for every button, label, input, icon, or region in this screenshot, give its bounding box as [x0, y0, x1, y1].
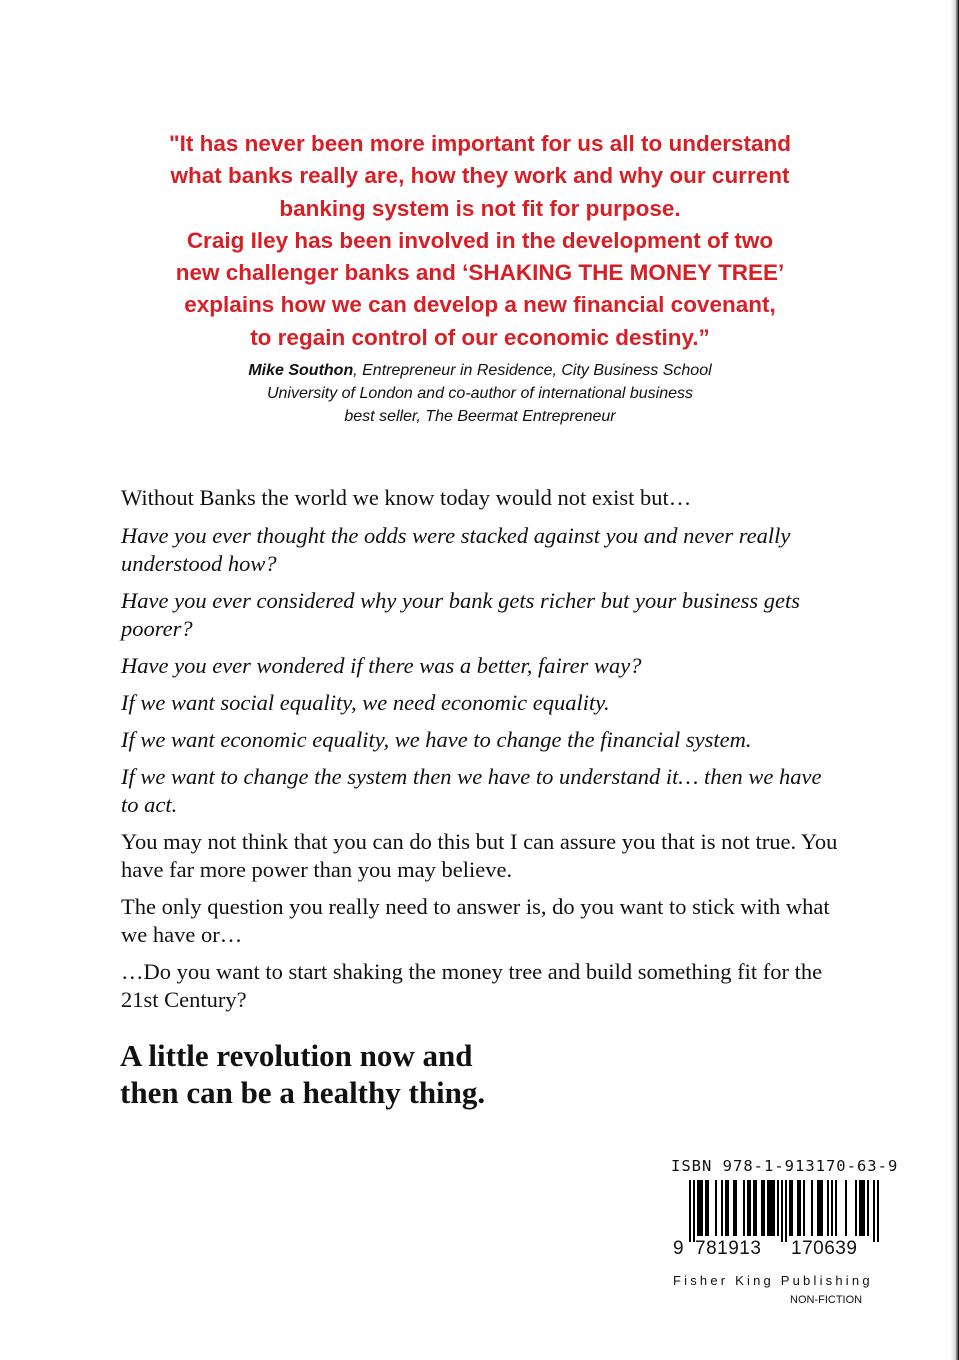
tagline	[120, 1037, 640, 1111]
barcode-bar	[721, 1180, 723, 1236]
quote-line: banking system is not fit for purpose.	[279, 195, 681, 221]
blurb-statement: If we want to change the system then we have to understand it… then we have to act.	[121, 764, 822, 817]
barcode-bar	[693, 1180, 695, 1242]
barcode-bar	[769, 1180, 771, 1236]
barcode-bar	[799, 1180, 801, 1236]
barcode-bar	[733, 1180, 735, 1236]
barcode-bar	[763, 1180, 765, 1236]
blurb-question: Have you ever wondered if there was a better, fairer way?	[121, 653, 642, 678]
tagline-line: then can be a healthy thing.	[120, 1075, 486, 1110]
barcode-bar	[753, 1180, 755, 1236]
barcode-bar	[803, 1180, 805, 1236]
barcode-bar	[791, 1180, 793, 1236]
barcode-bar	[797, 1180, 799, 1236]
barcode-digits-right: 170639	[791, 1238, 858, 1259]
barcode-bar	[781, 1180, 783, 1242]
barcode-bar	[767, 1180, 769, 1236]
barcode-bar	[817, 1180, 819, 1236]
barcode-bar	[707, 1180, 709, 1236]
blurb	[121, 484, 841, 1023]
isbn-label: ISBN 978-1-913170-63-9	[671, 1157, 899, 1175]
barcode-bar	[873, 1180, 875, 1242]
barcode-digit-first: 9	[673, 1238, 685, 1259]
barcode-bar	[785, 1180, 787, 1242]
tagline-line: A little revolution now and	[120, 1038, 473, 1073]
barcode-bar	[715, 1180, 717, 1236]
barcode-bar	[771, 1180, 773, 1236]
category-label: NON-FICTION	[790, 1294, 863, 1306]
barcode-bar	[747, 1180, 749, 1236]
endorser-name: Mike Southon	[248, 362, 354, 379]
quote-line: new challenger banks and ‘SHAKING THE MONEY TREE’	[175, 260, 785, 286]
quote-attribution	[150, 359, 810, 428]
blurb-question: Have you ever considered why your bank gets richer but your business gets poorer?	[121, 588, 801, 641]
barcode-bar	[845, 1180, 847, 1236]
barcode-bar	[859, 1180, 861, 1236]
page-edge-shadow	[951, 0, 959, 1360]
quote-line: what banks really are, how they work and why our current	[170, 163, 790, 189]
blurb-paragraph: The only question you really need to answer is, do you want to stick with what we have or…	[121, 894, 830, 947]
barcode-bar	[701, 1180, 703, 1236]
quote-line: Craig Iley has been involved in the development of two	[186, 227, 774, 253]
endorser-credentials: University of London and co-author of international business	[266, 385, 694, 402]
barcode-digits-left: 781913	[695, 1238, 762, 1259]
barcode-icon	[671, 1180, 893, 1242]
barcode-bar	[697, 1180, 699, 1236]
barcode-bar	[863, 1180, 865, 1236]
barcode-bar	[821, 1180, 823, 1236]
endorser-book: best seller, The Beermat Entrepreneur	[344, 408, 616, 425]
barcode-bar	[755, 1180, 757, 1236]
blurb-statement: If we want economic equality, we have to change the financial system.	[121, 727, 752, 752]
blurb-statement: If we want social equality, we need economic equality.	[121, 690, 610, 715]
barcode-bar	[789, 1180, 791, 1236]
barcode-bar	[811, 1180, 813, 1236]
barcode-bar	[699, 1180, 701, 1236]
quote-line: "It has never been more important for us all to understand	[168, 131, 792, 156]
barcode-bar	[761, 1180, 763, 1236]
blurb-paragraph: You may not think that you can do this but I can assure you that is not true. You have far more power than you may believe.	[121, 829, 838, 882]
barcode-bar	[855, 1180, 857, 1236]
endorsement-quote	[100, 128, 860, 354]
barcode-bar	[861, 1180, 863, 1236]
barcode-bar	[819, 1180, 821, 1236]
barcode-bar	[867, 1180, 869, 1236]
endorser-title: , Entrepreneur in Residence, City Business School	[353, 362, 712, 379]
blurb-question: Have you ever thought the odds were stacked against you and never really understood how?	[121, 523, 791, 576]
blurb-paragraph: Without Banks the world we know today would not exist but…	[121, 485, 692, 510]
barcode-bar	[743, 1180, 745, 1236]
barcode-bar	[773, 1180, 775, 1236]
barcode-bar	[689, 1180, 691, 1242]
barcode-bar	[835, 1180, 837, 1236]
quote-line: explains how we can develop a new financial covenant,	[184, 292, 776, 318]
barcode-bar	[777, 1180, 779, 1236]
barcode-bar	[727, 1180, 729, 1236]
barcode-bar	[735, 1180, 737, 1236]
barcode-bar	[705, 1180, 707, 1236]
blurb-paragraph: …Do you want to start shaking the money tree and build something fit for the 21st Century?	[121, 959, 823, 1012]
barcode-bar	[877, 1180, 879, 1242]
barcode-digits	[673, 1238, 857, 1260]
barcode-bar	[827, 1180, 829, 1236]
barcode-bar	[725, 1180, 727, 1236]
quote-line: to regain control of our economic destiny.”	[250, 324, 710, 350]
publisher-name: Fisher King Publishing	[673, 1273, 873, 1288]
barcode-bar	[831, 1180, 833, 1236]
barcode-bar	[749, 1180, 751, 1236]
